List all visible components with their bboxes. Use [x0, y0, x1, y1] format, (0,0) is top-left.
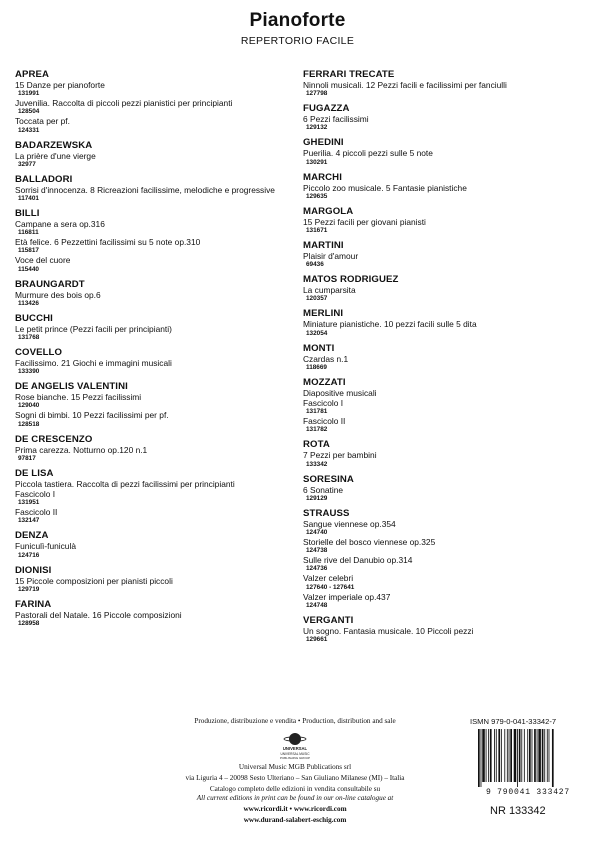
work-catalog-code: 116811: [18, 229, 39, 237]
composer-name: APREA: [15, 69, 50, 80]
work-catalog-code: 124331: [18, 126, 40, 134]
work-catalog-code: 115817: [18, 247, 39, 255]
work-catalog-code: 129040: [18, 402, 40, 410]
work-title: Facilissimo. 21 Giochi e immagini musicali: [15, 358, 172, 369]
work-catalog-code: 127798: [306, 90, 328, 98]
work-title: Fascicolo I: [303, 398, 344, 409]
page-subtitle: REPERTORIO FACILE: [240, 35, 355, 47]
composer-name: MARGOLA: [303, 205, 354, 217]
composer-name: MARCHI: [303, 171, 342, 183]
barcode-bar: [514, 729, 517, 782]
catalog-note-it: Catalogo completo delle edizioni in vendita consultabile su: [209, 785, 381, 793]
barcode: [478, 729, 582, 787]
barcode-bar: [552, 729, 554, 787]
composer-name: BALLADORI: [15, 173, 73, 185]
barcode-bar: [517, 729, 518, 787]
composer-group: [15, 530, 287, 559]
barcode-bar: [532, 729, 533, 782]
work-title: 15 Pezzi facili per giovani pianisti: [303, 216, 426, 227]
barcode-bar: [549, 729, 550, 782]
work-title: Puerilia. 4 piccoli pezzi sulle 5 note: [303, 148, 433, 159]
work-title: Pastorali del Natale. 16 Piccole composizioni: [15, 609, 182, 620]
composer-name: MOZZATI: [303, 376, 346, 388]
barcode-bar: [534, 729, 536, 782]
barcode-bar: [494, 729, 495, 782]
barcode-bar: [527, 729, 528, 782]
work-catalog-code: 133342: [306, 460, 328, 468]
catalog-column-left: [15, 69, 287, 628]
work-title: 15 Piccole composizioni per pianisti piccoli: [15, 575, 173, 586]
work-catalog-code: 124716: [18, 551, 40, 559]
barcode-bar: [498, 729, 500, 782]
work-title: 15 Danze per pianoforte: [15, 80, 105, 90]
composer-name: FUGAZZA: [303, 103, 350, 115]
work-catalog-code: 128504: [18, 108, 40, 116]
barcode-bar: [542, 729, 544, 782]
barcode-bar: [507, 729, 508, 782]
logo-text-music: UNIVERSAL MUSIC: [280, 752, 310, 756]
composer-group: [15, 174, 287, 203]
work-catalog-code: 129719: [18, 585, 40, 593]
composer-name: SORESINA: [303, 473, 354, 485]
composer-group: [15, 381, 287, 428]
page-title: Pianoforte: [249, 10, 346, 31]
composer-group: [15, 434, 287, 463]
composer-name: BUCCHI: [15, 312, 53, 324]
barcode-bar: [481, 729, 482, 787]
logo-text-group: PUBLISHING GROUP: [279, 756, 311, 760]
composer-group: [15, 468, 287, 526]
page-header: [0, 10, 595, 47]
work-title: Prima carezza. Notturno op.120 n.1: [15, 444, 148, 455]
composer-name: GHEDINI: [303, 137, 344, 149]
work-title: Plaisir d'amour: [303, 251, 359, 262]
composer-name: ROTA: [303, 439, 330, 451]
work-title: Piccola tastiera. Raccolta di pezzi facilissimi per principianti: [15, 478, 235, 489]
composer-name: MARTINI: [303, 240, 344, 252]
composer-name: MATOS RODRIGUEZ: [303, 274, 399, 286]
composer-group: [15, 313, 287, 342]
work-catalog-code: 131782: [306, 426, 328, 434]
barcode-bar: [478, 729, 480, 787]
work-catalog-code: 131991: [18, 90, 40, 98]
work-catalog-code: 132147: [18, 517, 40, 525]
work-title: Sulle rive del Danubio op.314: [303, 555, 413, 566]
composer-group: [303, 103, 583, 132]
work-title: Ninnoli musicali. 12 Pezzi facili e facilissimi per fanciulli: [303, 80, 507, 90]
work-title: Sorrisi d'innocenza. 8 Ricreazioni facilissime, melodiche e progressive: [15, 184, 275, 195]
composer-group: [303, 172, 583, 201]
composer-group: [303, 137, 583, 166]
composer-group: [303, 69, 583, 98]
work-catalog-code: 127640 - 127641: [306, 583, 355, 591]
work-title: La prière d'une vierge: [15, 150, 96, 161]
composer-name: STRAUSS: [303, 507, 350, 519]
barcode-bar: [496, 729, 497, 782]
composer-group: [15, 599, 287, 628]
barcode-digits: 9 790041 333427: [485, 788, 570, 797]
composer-name: VERGANTI: [303, 614, 354, 626]
barcode-bar: [544, 729, 545, 782]
work-title: Fascicolo I: [15, 489, 56, 500]
company-name: Universal Music MGB Publications srl: [238, 763, 352, 771]
work-title: Fascicolo II: [15, 507, 58, 518]
work-title: La cumparsita: [303, 285, 356, 296]
production-line: Produzione, distribuzione e vendita • Production, distribution and sale: [194, 717, 396, 725]
work-catalog-code: 124738: [306, 547, 328, 555]
composer-name: DE LISA: [15, 467, 54, 479]
work-catalog-code: 69436: [306, 261, 324, 269]
work-catalog-code: 131671: [306, 227, 328, 235]
composer-name: DENZA: [15, 530, 49, 542]
barcode-bar: [504, 729, 505, 782]
work-catalog-code: 120357: [306, 295, 328, 303]
composer-group: [303, 308, 583, 337]
composer-name: BRAUNGARDT: [15, 278, 85, 290]
work-catalog-code: 129635: [306, 192, 328, 200]
work-title: Funiculì-funiculà: [15, 541, 76, 552]
work-title: Campane a sera op.316: [15, 219, 105, 230]
work-catalog-code: 115440: [18, 265, 39, 273]
work-catalog-code: 97817: [18, 454, 36, 462]
catalog-column-right: [303, 69, 583, 644]
work-catalog-code: 124748: [306, 601, 328, 609]
work-title: Età felice. 6 Pezzettini facilissimi su 5 note op.310: [15, 237, 201, 248]
barcode-bar: [538, 729, 541, 782]
work-title: Valzer imperiale op.437: [303, 591, 391, 602]
work-catalog-code: 133390: [18, 368, 40, 376]
work-title: Le petit prince (Pezzi facili per principianti): [15, 323, 172, 334]
work-title: Rose bianche. 15 Pezzi facilissimi: [15, 392, 142, 403]
work-catalog-code: 128518: [18, 420, 40, 428]
ismn-number: ISMN 979-0-041-33342-7: [470, 717, 557, 726]
work-catalog-code: 113426: [18, 299, 39, 307]
composer-group: [303, 508, 583, 610]
work-catalog-code: 129661: [306, 636, 328, 644]
barcode-bar: [486, 729, 487, 782]
company-address: via Liguria 4 – 20098 Sesto Ulteriano – San Giuliano Milanese (MI) – Italia: [185, 774, 405, 782]
barcode-bar: [509, 729, 510, 782]
work-catalog-code: 129132: [306, 124, 328, 132]
composer-name: BILLI: [15, 208, 40, 220]
work-catalog-code: 131768: [18, 334, 40, 342]
catalog-note-en: All current editions in print can be found in our on-line catalogue at: [196, 794, 394, 802]
composer-group: [303, 206, 583, 235]
catalog-number: NR 133342: [490, 805, 546, 817]
barcode-bar: [547, 729, 548, 782]
composer-name: FERRARI TRECATE: [303, 69, 395, 80]
website-link-durand[interactable]: www.durand-salabert-eschig.com: [243, 816, 347, 824]
work-catalog-code: 117401: [18, 195, 39, 203]
composer-name: MONTI: [303, 342, 335, 354]
composer-group: [15, 565, 287, 594]
work-title: Un sogno. Fantasia musicale. 10 Piccoli pezzi: [303, 625, 474, 636]
product-code-block: [470, 717, 585, 817]
work-title: Miniature pianistiche. 10 pezzi facili sulle 5 dita: [303, 319, 477, 330]
work-catalog-code: 128958: [18, 620, 40, 628]
work-title: 6 Sonatine: [303, 484, 344, 495]
composer-group: [303, 377, 583, 435]
work-catalog-code: 131781: [306, 408, 328, 416]
barcode-bar: [482, 729, 485, 782]
barcode-bar: [537, 729, 538, 782]
composer-group: [303, 615, 583, 644]
work-title: Murmure des bois op.6: [15, 289, 101, 300]
work-title: Voce del cuore: [15, 255, 71, 266]
work-catalog-code: 129129: [306, 494, 328, 502]
composer-group: [15, 347, 287, 376]
barcode-bar: [521, 729, 522, 782]
composer-name: FARINA: [15, 598, 52, 610]
composer-name: DE ANGELIS VALENTINI: [15, 381, 128, 393]
work-title: Fascicolo II: [303, 416, 346, 427]
composer-name: BADARZEWSKA: [15, 139, 93, 151]
work-title: 7 Pezzi per bambini: [303, 450, 377, 461]
work-title: Toccata per pf.: [15, 116, 70, 127]
website-links[interactable]: www.ricordi.it • www.ricordi.com: [243, 805, 347, 813]
work-catalog-code: 132054: [306, 329, 328, 337]
composer-name: MERLINI: [303, 308, 344, 320]
composer-group: [303, 240, 583, 269]
work-title: Sogni di bimbi. 10 Pezzi facilissimi per pf.: [15, 410, 169, 421]
barcode-bar: [490, 729, 492, 782]
work-title: Diapositive musicali: [303, 387, 377, 398]
barcode-bar: [488, 729, 489, 782]
work-title: 6 Pezzi facilissimi: [303, 114, 369, 125]
work-catalog-code: 124740: [306, 529, 328, 537]
composer-group: [15, 69, 287, 135]
work-title: Juvenilia. Raccolta di piccoli pezzi pianistici per principianti: [15, 98, 233, 109]
composer-name: DE CRESCENZO: [15, 433, 93, 445]
barcode-bar: [529, 729, 531, 782]
composer-group: [303, 274, 583, 303]
work-title: Sangue viennese op.354: [303, 518, 396, 529]
work-title: Piccolo zoo musicale. 5 Fantasie pianistiche: [303, 182, 467, 193]
work-title: Czardas n.1: [303, 353, 349, 364]
work-catalog-code: 124736: [306, 565, 328, 573]
work-title: Storielle del bosco viennese op.325: [303, 537, 436, 548]
composer-name: COVELLO: [15, 347, 63, 359]
composer-group: [15, 279, 287, 308]
barcode-bar: [519, 729, 521, 782]
work-catalog-code: 118669: [306, 363, 327, 371]
work-catalog-code: 130291: [306, 158, 328, 166]
composer-group: [15, 208, 287, 274]
composer-group: [303, 439, 583, 468]
composer-group: [303, 343, 583, 372]
composer-group: [15, 140, 287, 169]
work-catalog-code: 32977: [18, 160, 36, 168]
work-title: Valzer celebri: [303, 573, 354, 584]
work-catalog-code: 131951: [18, 499, 40, 507]
logo-text-universal: UNIVERSAL: [282, 746, 308, 751]
barcode-bar: [510, 729, 512, 782]
universal-music-logo-icon: [265, 731, 325, 761]
barcode-bar: [501, 729, 502, 782]
composer-group: [303, 474, 583, 503]
barcode-bar: [524, 729, 525, 782]
composer-name: DIONISI: [15, 564, 52, 576]
